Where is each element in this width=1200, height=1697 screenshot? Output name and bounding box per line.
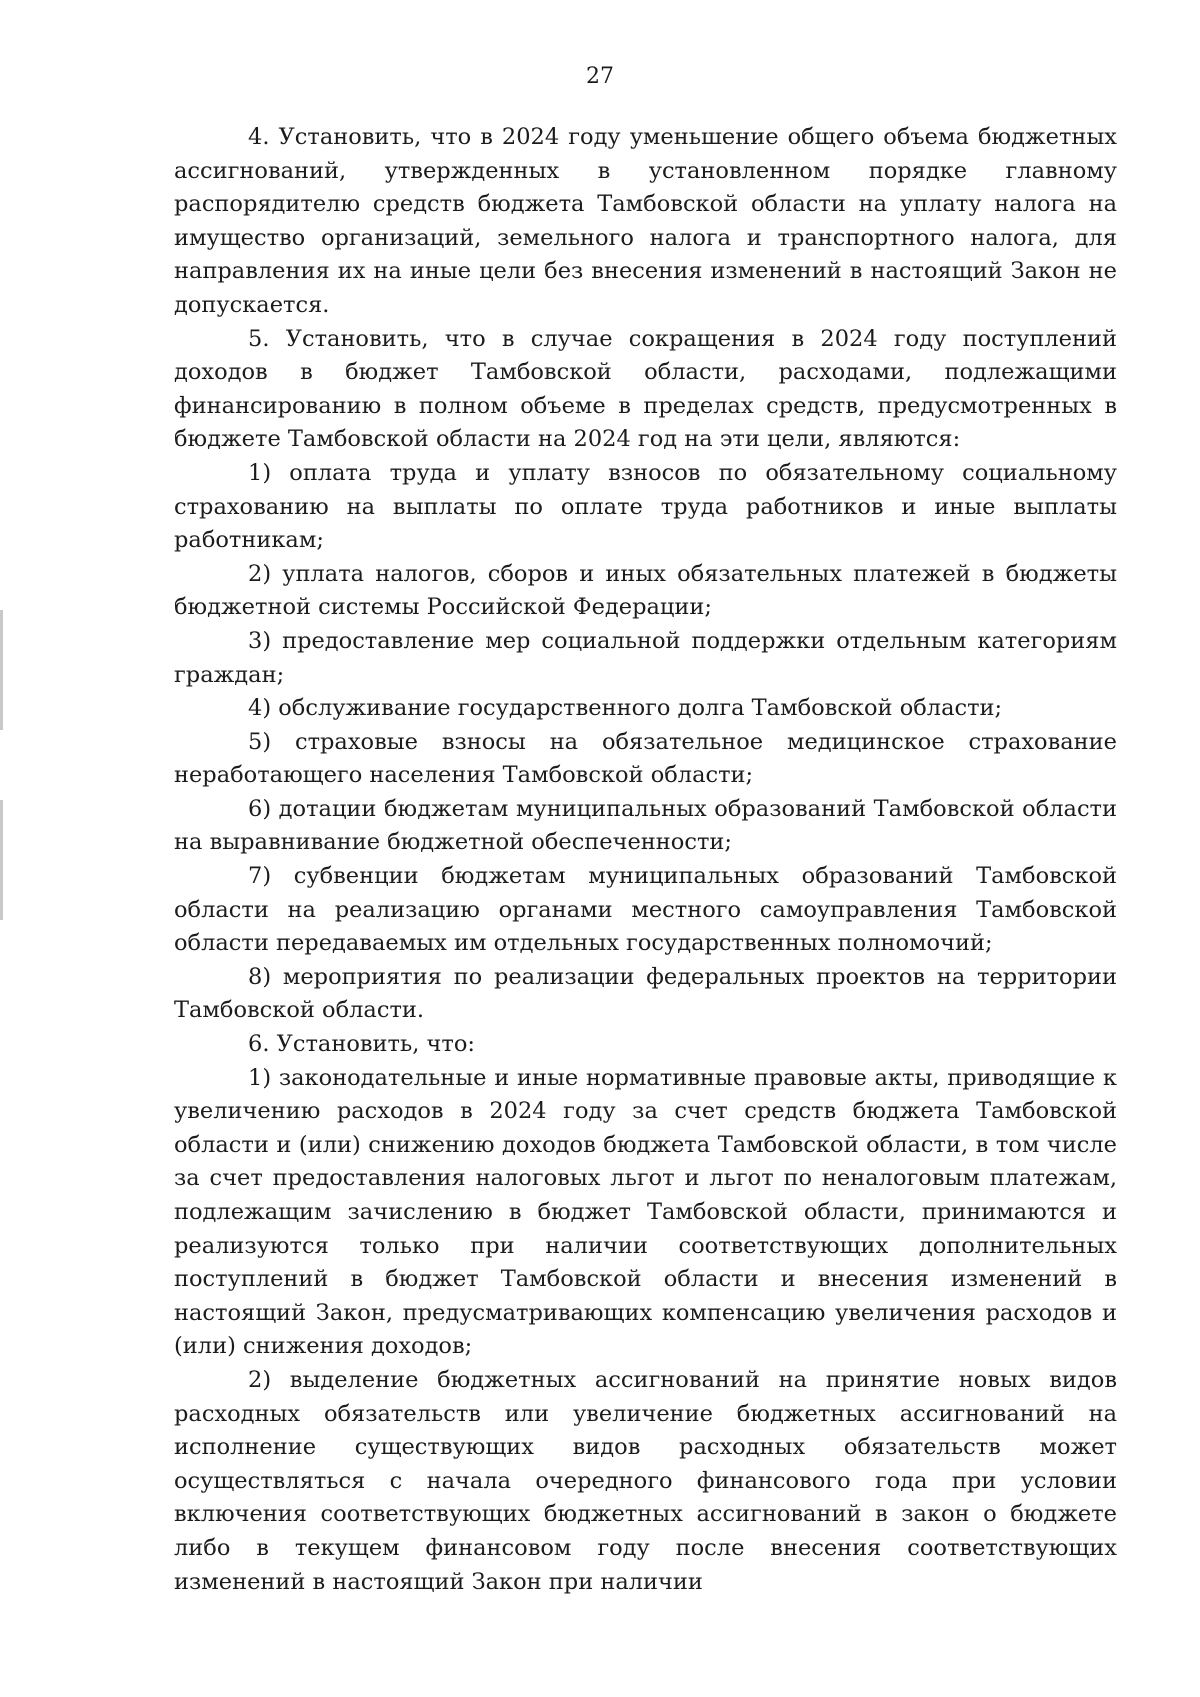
subitem-6-subsidies: 6) дотации бюджетам муниципальных образований Тамбовской области на выравнивание бюджетной обеспеченности; bbox=[174, 795, 1117, 856]
subitem-4-debt-service: 4) обслуживание государственного долга Тамбовской области; bbox=[248, 695, 1003, 722]
subitem-5-insurance: 5) страховые взносы на обязательное медицинское страхование неработающего населения Тамбовской области; bbox=[174, 728, 1117, 789]
paragraph-item-5: 5. Установить, что в случае сокращения в 2024 году поступлений доходов в бюджет Тамбовской области, расходами, подлежащими финансированию в полном объеме в пределах средств, предусмотренных в бюджете Тамбовской области на 2024 год на эти цели, являются: bbox=[174, 325, 1117, 453]
subitem-8-federal-projects: 8) мероприятия по реализации федеральных проектов на территории Тамбовской области. bbox=[174, 963, 1117, 1024]
scan-edge-mark bbox=[0, 800, 3, 920]
paragraph-item-6: 6. Установить, что: bbox=[248, 1031, 475, 1058]
subitem-2-taxes: 2) уплата налогов, сборов и иных обязательных платежей в бюджеты бюджетной системы Российской Федерации; bbox=[174, 560, 1117, 621]
subitem-3-social-support: 3) предоставление мер социальной поддержки отдельным категориям граждан; bbox=[174, 627, 1117, 688]
subitem-6-2-allocations: 2) выделение бюджетных ассигнований на принятие новых видов расходных обязательств или увеличение бюджетных ассигнований на исполнение существующих видов расходных обязательств может осуществляться с начала очередного финансового года при условии включения соответствующих бюджетных ассигнований в закон о бюджете либо в текущем финансовом году после внесения соответствующих изменений в настоящий Закон при наличии bbox=[174, 1366, 1117, 1595]
subitem-7-subventions: 7) субвенции бюджетам муниципальных образований Тамбовской области на реализацию органами местного самоуправления Тамбовской области передаваемых им отдельных государственных полномочий; bbox=[174, 863, 1117, 957]
subitem-1-labor-payment: 1) оплата труда и уплату взносов по обязательному социальному страхованию на выплаты по оплате труда работников и иные выплаты работникам; bbox=[174, 459, 1117, 554]
subitem-6-1-legal-acts: 1) законодательные и иные нормативные правовые акты, приводящие к увеличению расходов в 2024 году за счет средств бюджета Тамбовской области и (или) снижению доходов бюджета Тамбовской области, в том числе за счет предоставления налоговых льгот и льгот по неналоговым платежам, подлежащим зачислению в бюджет Тамбовской области, принимаются и реализуются только при наличии соответствующих дополнительных поступлений в бюджет Тамбовской области и внесения изменений в настоящий Закон, предусматривающих компенсацию увеличения расходов и (или) снижения доходов; bbox=[174, 1064, 1117, 1360]
page-number: 27 bbox=[586, 64, 614, 89]
document-body bbox=[174, 121, 1117, 1599]
paragraph-item-4: 4. Установить, что в 2024 году уменьшение общего объема бюджетных ассигнований, утвержденных в установленном порядке главному распорядителю средств бюджета Тамбовской области на уплату налога на имущество организаций, земельного налога и транспортного налога, для направления их на иные цели без внесения изменений в настоящий Закон не допускается. bbox=[174, 124, 1117, 318]
scan-edge-mark bbox=[0, 610, 3, 730]
